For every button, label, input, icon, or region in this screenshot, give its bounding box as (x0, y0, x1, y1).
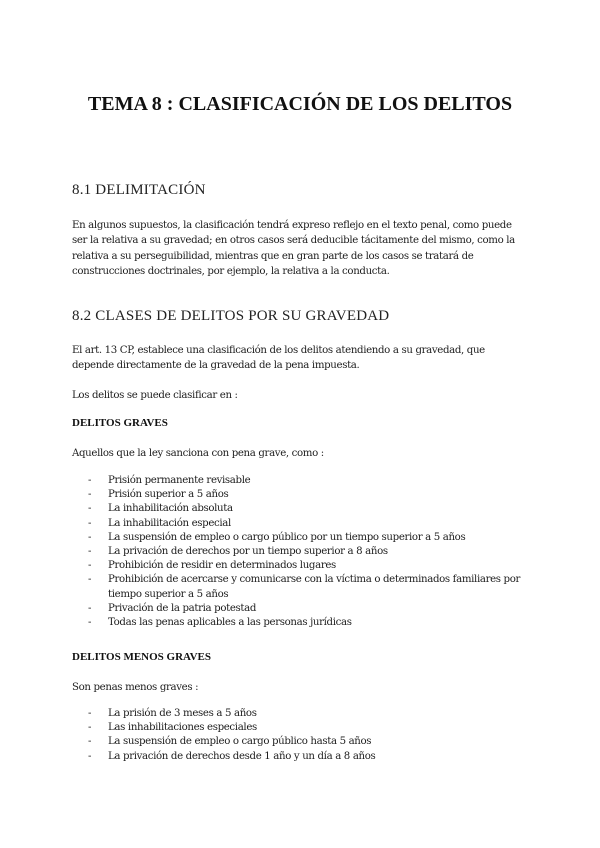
list-item-text: La inhabilitación especial (108, 517, 231, 529)
list-item (72, 616, 528, 630)
list-item-text: Prisión superior a 5 años (108, 489, 229, 501)
list-item (72, 750, 528, 764)
bullet-dash: - (88, 722, 92, 734)
list-item-text: Prohibición de residir en determinados lugares (108, 560, 336, 572)
list-item-text: Prisión permanente revisable (108, 475, 251, 486)
clases-intro-paragraph: El art. 13 CP, establece una clasificación de los delitos atendiendo a su gravedad, que depende directamente de la gravedad de la pena impuesta. (72, 345, 485, 372)
clasificacion-lead: Los delitos se puede clasificar en : (72, 390, 238, 401)
list-item (72, 517, 528, 531)
delitos-menos-graves-list (72, 707, 528, 764)
list-item-text: La inhabilitación absoluta (108, 503, 233, 515)
delitos-menos-graves-intro: Son penas menos graves : (72, 682, 199, 693)
list-item (72, 721, 528, 735)
list-item (72, 735, 528, 749)
list-item-text: La prisión de 3 meses a 5 años (108, 708, 257, 719)
delitos-graves-list (72, 474, 528, 630)
bullet-dash: - (88, 736, 92, 748)
list-item (72, 573, 528, 601)
bullet-dash: - (88, 617, 92, 629)
list-item-text: Privación de la patria potestad (108, 602, 257, 614)
list-item (72, 488, 528, 502)
bullet-dash: - (88, 489, 92, 501)
subheading-delitos-graves: DELITOS GRAVES (72, 417, 168, 429)
list-item-text: Todas las penas aplicables a las personas jurídicas (108, 617, 352, 629)
bullet-dash: - (88, 574, 92, 586)
subheading-delitos-menos-graves: DELITOS MENOS GRAVES (72, 651, 211, 663)
section-heading-clases-gravedad: 8.2 CLASES DE DELITOS POR SU GRAVEDAD (72, 308, 390, 324)
bullet-dash: - (88, 708, 92, 719)
bullet-dash: - (88, 750, 92, 762)
list-item (72, 559, 528, 573)
delitos-graves-intro: Aquellos que la ley sanciona con pena grave, como : (72, 448, 324, 459)
list-item-text: La suspensión de empleo o cargo público por un tiempo superior a 5 años (108, 531, 466, 543)
list-item-text: La privación de derechos por un tiempo superior a 8 años (108, 546, 388, 558)
list-item (72, 602, 528, 616)
bullet-dash: - (88, 517, 92, 529)
bullet-dash: - (88, 546, 92, 558)
list-item (72, 707, 528, 721)
list-item-text: La privación de derechos desde 1 año y un día a 8 años (108, 750, 376, 762)
bullet-dash: - (88, 602, 92, 614)
bullet-dash: - (88, 475, 92, 486)
list-item (72, 531, 528, 545)
bullet-dash: - (88, 560, 92, 572)
list-item (72, 502, 528, 516)
delimitacion-paragraph: En algunos supuestos, la clasificación tendrá expreso reflejo en el texto penal, como puede ser la relativa a su gravedad; en otros casos será deducible tácitamente del mismo, como la relativa a su perseguibilidad, mientras que en gran parte de los casos se tratará de construcciones doctrinales, por ejemplo, la relativa a la conducta. (72, 220, 515, 278)
bullet-dash: - (88, 503, 92, 515)
document-title: TEMA 8 : CLASIFICACIÓN DE LOS DELITOS (87, 93, 513, 115)
list-item-text: Las inhabilitaciones especiales (108, 722, 257, 734)
list-item-text: La suspensión de empleo o cargo público hasta 5 años (108, 736, 372, 748)
list-item (72, 474, 528, 488)
list-item (72, 545, 528, 559)
section-heading-delimitacion: 8.1 DELIMITACIÓN (72, 182, 206, 198)
list-item-text: Prohibición de acercarse y comunicarse con la víctima o determinados familiares por tiempo superior a 5 años (108, 574, 521, 600)
bullet-dash: - (88, 531, 92, 543)
